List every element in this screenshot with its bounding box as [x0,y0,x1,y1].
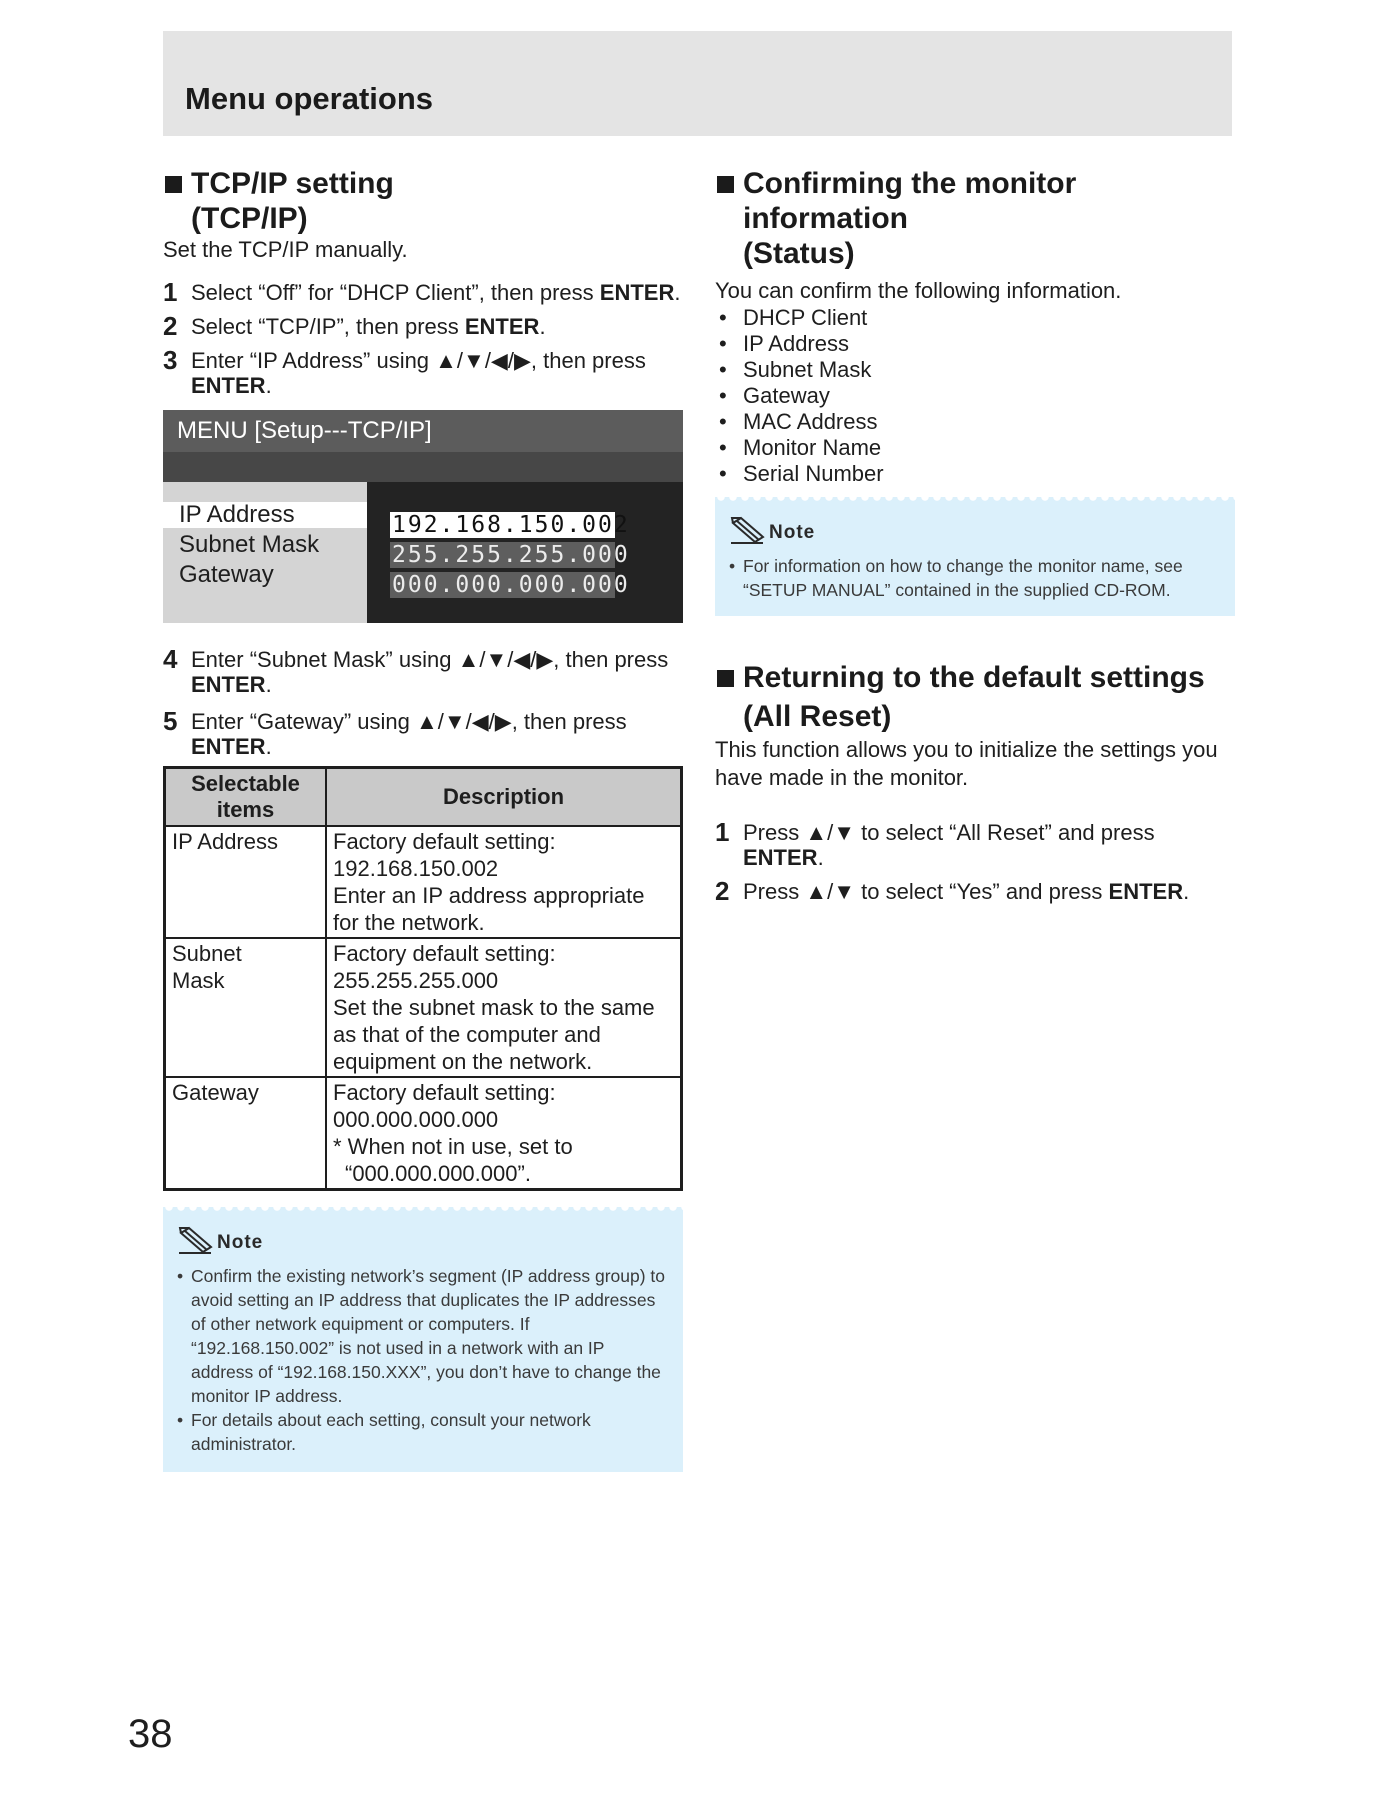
table-header-items: Selectable items [165,768,327,827]
page-section-title: Menu operations [185,81,434,116]
menu-screen [163,410,683,623]
menu-title: MENU [Setup---TCP/IP] [163,410,683,452]
tcpip-intro: Set the TCP/IP manually. [163,237,408,262]
menu-value-gateway: 000.000.000.000 [392,572,630,598]
menu-value-ip-address: 192.168.150.002 [392,512,630,538]
menu-label-ip-address: IP Address [163,502,367,528]
note-header [177,1225,667,1260]
table-cell-description: Factory default setting: 000.000.000.000 * When not in use, set to “000.000.000.000”. [326,1077,682,1190]
step: 2 Select “TCP/IP”, then press ENTER. [163,311,546,341]
table-header-description: Description [326,768,682,827]
reset-heading: Returning to the default settings (All Reset) [715,658,1235,736]
list-item: • Gateway [719,383,830,408]
status-intro: You can confirm the following information. [715,278,1122,303]
tcpip-steps-b [163,644,683,759]
menu-label-panel [163,482,367,623]
menu-label-subnet-mask: Subnet Mask [179,531,320,558]
status-heading: Confirming the monitor information (Status) [715,166,1235,271]
note-item: • For details about each setting, consult your network administrator. [177,1410,591,1454]
note-title: Note [769,521,816,543]
selectable-items-table [163,766,683,1191]
step: 3 Enter “IP Address” using ▲/▼/◀/▶, then press ENTER. [163,345,646,398]
table-cell-item: Gateway [165,1077,327,1190]
menu-value-subnet-mask: 255.255.255.000 [392,542,630,568]
note-title: Note [217,1231,264,1253]
square-bullet-icon [165,176,182,193]
list-item: • IP Address [719,331,849,356]
note-item: • For information on how to change the monitor name, see “SETUP MANUAL” contained in the supplied CD-ROM. [729,556,1183,600]
list-item: • Serial Number [719,461,884,486]
note-box-network [163,1207,683,1472]
table-cell-description: Factory default setting: 255.255.255.000 Set the subnet mask to the same as that of the computer and equipment on the network. [326,938,682,1077]
right-column [715,166,1235,913]
table-cell-item: IP Address [165,826,327,938]
square-bullet-icon [717,670,734,687]
note-item: • Confirm the existing network’s segment (IP address group) to avoid setting an IP address that duplicates the IP addresses of other network equipment or computers. If “192.168.150.002” is not used in a network with an IP address of “192.168.150.XXX”, you don’t have to change the monitor IP address. [177,1266,666,1406]
tcpip-heading: TCP/IP setting (TCP/IP) [163,166,683,236]
list-item: • Monitor Name [719,435,882,460]
reset-steps [715,817,1235,906]
table-row [165,826,682,938]
page-number: 38 [128,1712,173,1756]
reset-intro: This function allows you to initialize the settings you have made in the monitor. [715,737,1218,790]
step: 5 Enter “Gateway” using ▲/▼/◀/▶, then press ENTER. [163,706,627,759]
list-item: • Subnet Mask [719,357,872,382]
step: 4 Enter “Subnet Mask” using ▲/▼/◀/▶, then press ENTER. [163,644,669,697]
table-row [165,938,682,1077]
step: 1 Press ▲/▼ to select “All Reset” and press ENTER. [715,817,1155,870]
square-bullet-icon [717,176,734,193]
table-row [165,1077,682,1190]
tcpip-steps-a [163,277,683,398]
header-band [163,31,1232,136]
status-info-list [715,305,1235,487]
table-cell-description: Factory default setting: 192.168.150.002 Enter an IP address appropriate for the network. [326,826,682,938]
left-column [163,166,683,1472]
list-item: • DHCP Client [719,305,868,330]
step: 1 Select “Off” for “DHCP Client”, then press ENTER. [163,277,681,307]
pencil-icon [177,1225,215,1260]
table-cell-item: Subnet Mask [165,938,327,1077]
note-header [729,515,1219,550]
step: 2 Press ▲/▼ to select “Yes” and press ENTER. [715,876,1190,906]
list-item: • MAC Address [719,409,878,434]
pencil-icon [729,515,767,550]
menu-label-gateway: Gateway [179,561,274,588]
menu-bar [163,452,683,482]
note-box-monitor-name [715,497,1235,616]
table-header-row [165,768,682,827]
